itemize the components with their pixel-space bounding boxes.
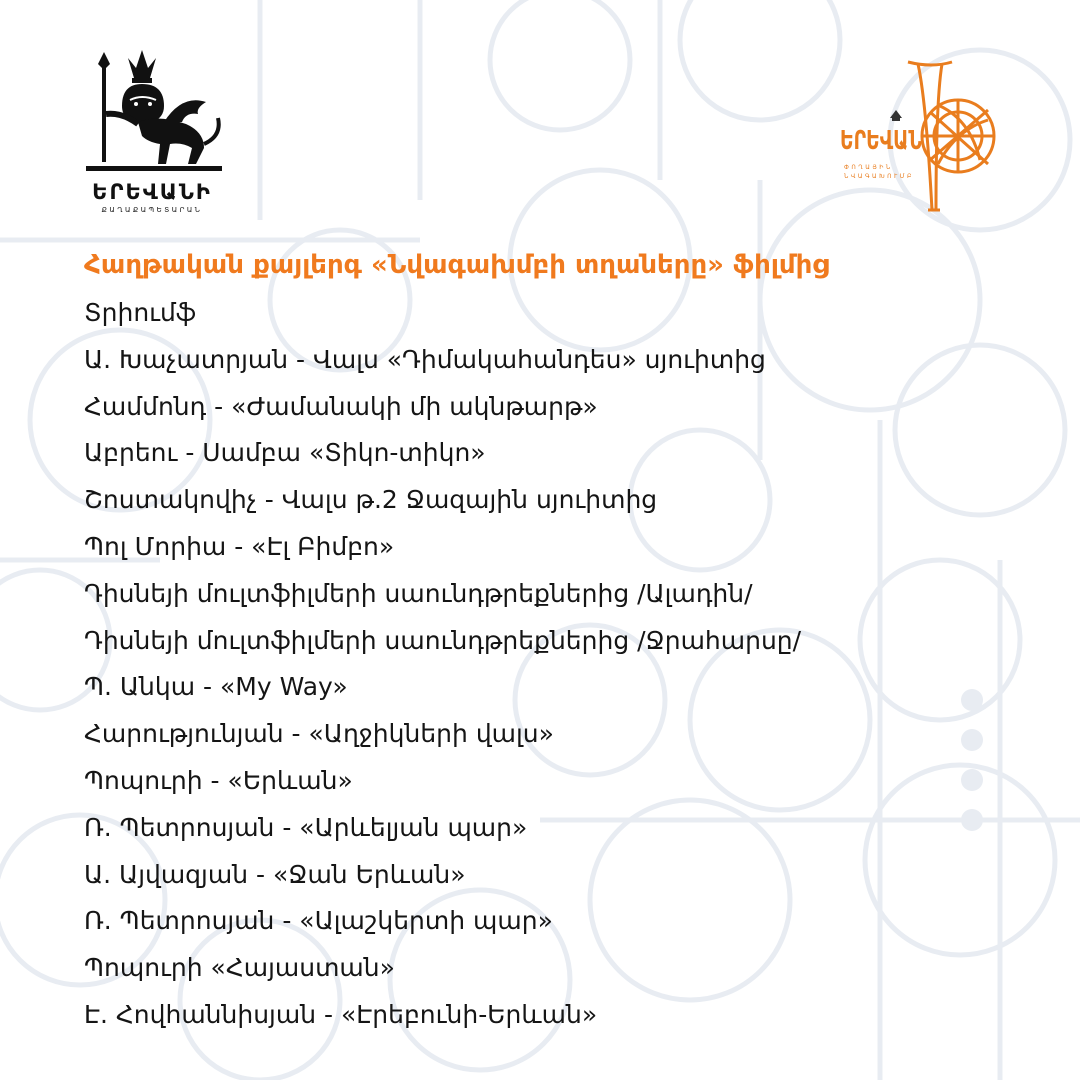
track-item: Շոստակովիչ - Վալս թ.2 Ջազային սյուիտից: [84, 485, 658, 515]
track-item: Ռ. Պետրոսյան - «Ալաշկերտի պար»: [84, 906, 553, 936]
program-heading: Հաղթական քայլերգ «Նվագախմբի տղաները» ֆիլմից: [84, 250, 830, 280]
logo-left-subtitle: ՔԱՂԱՔԱՊԵՏԱՐԱՆ: [101, 206, 203, 214]
logo-right-title: ԵՐԵՎԱՆ: [840, 126, 922, 156]
track-item: Պոպուրի - «Երևան»: [84, 765, 353, 795]
yerevan-municipality-logo[interactable]: [78, 44, 228, 214]
track-item: Ա. Այվազյան - «Ջան Երևան»: [84, 859, 466, 889]
track-item: Աբրեու - Սամբա «Տիկո-տիկո»: [84, 438, 486, 468]
track-item: Տրիումֆ: [84, 298, 196, 327]
lion-crest-icon: [78, 44, 226, 176]
track-item: Համմոնդ - «Ժամանակի մի ակնթարթ»: [84, 391, 598, 421]
track-item: Է. Հովհաննիսյան - «Էրեբունի-Երևան»: [84, 999, 598, 1029]
track-item: Դիսնեյի մուլտֆիլմերի սաունդթրեքներից /Ջրահարսը/: [84, 625, 802, 655]
track-item: Ռ. Պետրոսյան - «Արևելյան պար»: [84, 812, 528, 842]
track-item: Պոպուրի «Հայաստան»: [84, 953, 395, 983]
program-track-list: [84, 296, 801, 1045]
track-item: Դիսնեյի մուլտֆիլմերի սաունդթրեքներից /Ալադին/: [84, 578, 753, 608]
logo-left-title: ԵՐԵՎԱՆԻ: [92, 180, 212, 204]
track-item: Ա. Խաչատրյան - Վալս «Դիմակահանդես» սյուիտից: [84, 344, 766, 374]
logo-right-subtitle-2: ՆՎԱԳԱԽՈՒՄԲ: [844, 173, 914, 180]
logo-right-subtitle-1: ՓՈՂԱՅԻՆ: [844, 164, 893, 171]
track-item: Պ. Անկա - «My Way»: [84, 672, 348, 702]
track-item: Հարությունյան - «Աղջիկների վալս»: [84, 719, 554, 749]
yerevan-brass-band-logo[interactable]: [838, 60, 1008, 220]
track-item: Պոլ Մորիա - «Էլ Բիմբո»: [84, 531, 395, 561]
